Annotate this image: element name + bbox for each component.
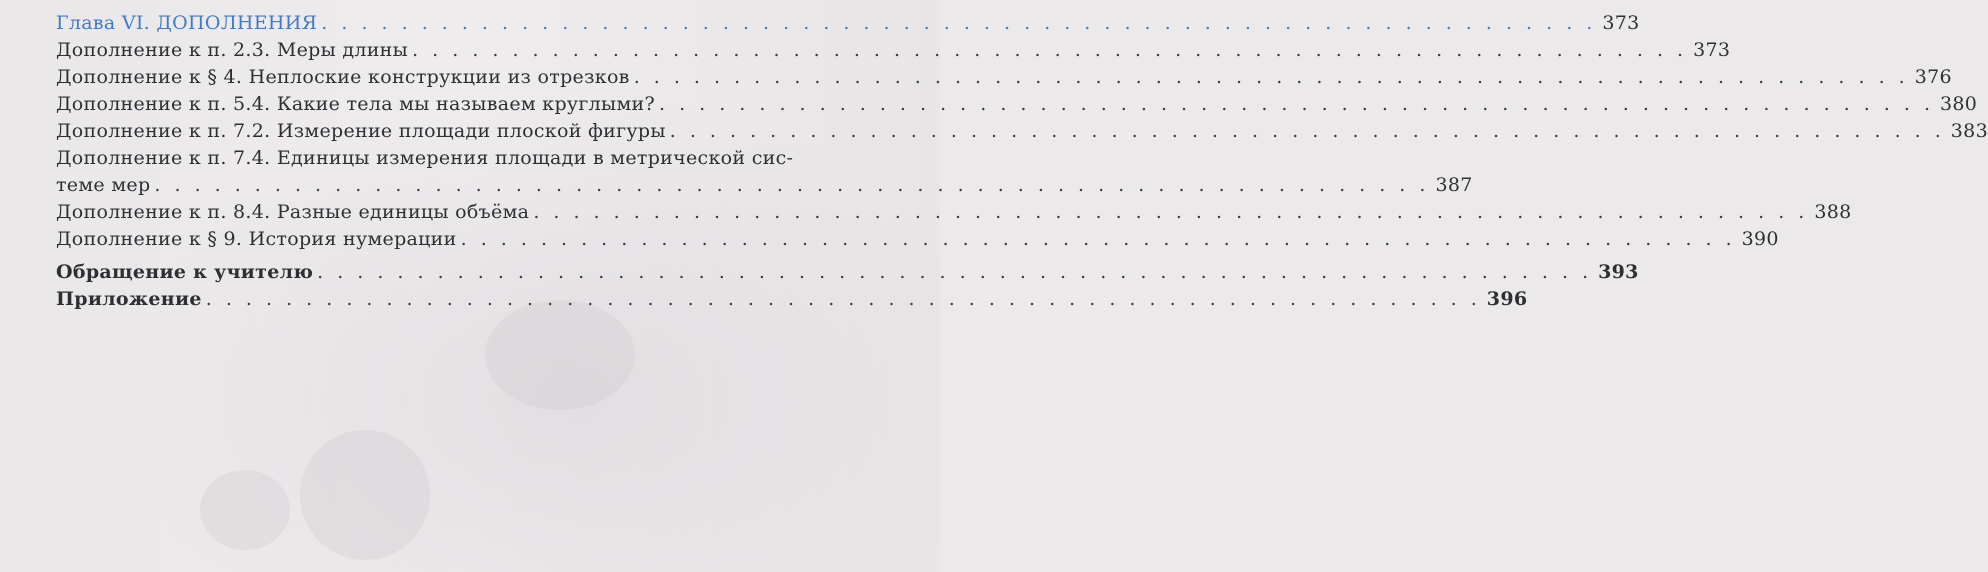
page-number: 388 — [1814, 201, 1852, 223]
entry-title: Дополнение к § 4. Неплоские конструкции из отрезков — [56, 66, 630, 88]
entry-title-line-1: Дополнение к п. 7.4. Единицы измерения площади в метрической сис- — [56, 147, 794, 169]
toc-entry[interactable] — [56, 201, 1852, 228]
page-number: 390 — [1741, 228, 1779, 250]
page-number: 376 — [1914, 66, 1952, 88]
toc-entry[interactable] — [56, 228, 1779, 255]
toc-entry[interactable] — [56, 147, 1473, 201]
dot-leader: . . . . . . . . . . . . . . . . . . . . . . . . . . . . . . . . . . . . . . . . . . . . . . . . . . . . . . . . . . . . . . . . — [669, 120, 1945, 142]
page-number: 383 — [1950, 120, 1988, 142]
dot-leader: . . . . . . . . . . . . . . . . . . . . . . . . . . . . . . . . . . . . . . . . . . . . . . . . . . . . . . . . . . . . . . . . — [460, 228, 1736, 250]
bleed-through-circle — [300, 430, 430, 560]
entry-title: Приложение — [56, 288, 202, 310]
bleed-through-circle — [200, 470, 290, 550]
dot-leader: . . . . . . . . . . . . . . . . . . . . . . . . . . . . . . . . . . . . . . . . . . . . . . . . . . . . . . . . . . . . . . . . — [205, 288, 1481, 310]
entry-title: Дополнение к п. 7.2. Измерение площади плоской фигуры — [56, 120, 666, 142]
entry-title: Дополнение к п. 2.3. Меры длины — [56, 39, 409, 61]
toc-entry[interactable] — [56, 120, 1988, 147]
dot-leader: . . . . . . . . . . . . . . . . . . . . . . . . . . . . . . . . . . . . . . . . . . . . . . . . . . . . . . . . . . . . . . . . — [412, 39, 1688, 61]
toc-entry[interactable] — [56, 66, 1952, 93]
page-number: 393 — [1598, 261, 1639, 283]
table-of-contents — [56, 12, 1988, 315]
toc-chapter-heading[interactable] — [56, 12, 1640, 39]
dot-leader: . . . . . . . . . . . . . . . . . . . . . . . . . . . . . . . . . . . . . . . . . . . . . . . . . . . . . . . . . . . . . . . . — [321, 12, 1597, 34]
page-number: 373 — [1693, 39, 1731, 61]
entry-title: Дополнение к п. 8.4. Разные единицы объёма — [56, 201, 530, 223]
dot-leader: . . . . . . . . . . . . . . . . . . . . . . . . . . . . . . . . . . . . . . . . . . . . . . . . . . . . . . . . . . . . . . . . — [154, 174, 1430, 196]
dot-leader: . . . . . . . . . . . . . . . . . . . . . . . . . . . . . . . . . . . . . . . . . . . . . . . . . . . . . . . . . . . . . . . . — [633, 66, 1909, 88]
bleed-through-circle — [485, 300, 635, 410]
toc-appendix[interactable] — [56, 288, 1528, 315]
dot-leader: . . . . . . . . . . . . . . . . . . . . . . . . . . . . . . . . . . . . . . . . . . . . . . . . . . . . . . . . . . . . . . . . — [317, 261, 1593, 283]
page-number: 387 — [1435, 174, 1473, 196]
toc-appeal-to-teacher[interactable] — [56, 261, 1639, 288]
page-number: 373 — [1602, 12, 1640, 34]
entry-title-line-2: теме мер — [56, 174, 151, 196]
page-number: 396 — [1486, 288, 1528, 310]
entry-title: Дополнение к § 9. История нумерации — [56, 228, 457, 250]
toc-entry[interactable] — [56, 39, 1731, 66]
page-number: 380 — [1940, 93, 1978, 115]
toc-entry[interactable] — [56, 93, 1978, 120]
dot-leader: . . . . . . . . . . . . . . . . . . . . . . . . . . . . . . . . . . . . . . . . . . . . . . . . . . . . . . . . . . . . . . . . — [533, 201, 1809, 223]
chapter-title: Глава VI. ДОПОЛНЕНИЯ — [56, 12, 318, 34]
dot-leader: . . . . . . . . . . . . . . . . . . . . . . . . . . . . . . . . . . . . . . . . . . . . . . . . . . . . . . . . . . . . . . . . — [658, 93, 1935, 115]
entry-title: Дополнение к п. 5.4. Какие тела мы называем круглыми? — [56, 93, 655, 115]
entry-title: Обращение к учителю — [56, 261, 314, 283]
